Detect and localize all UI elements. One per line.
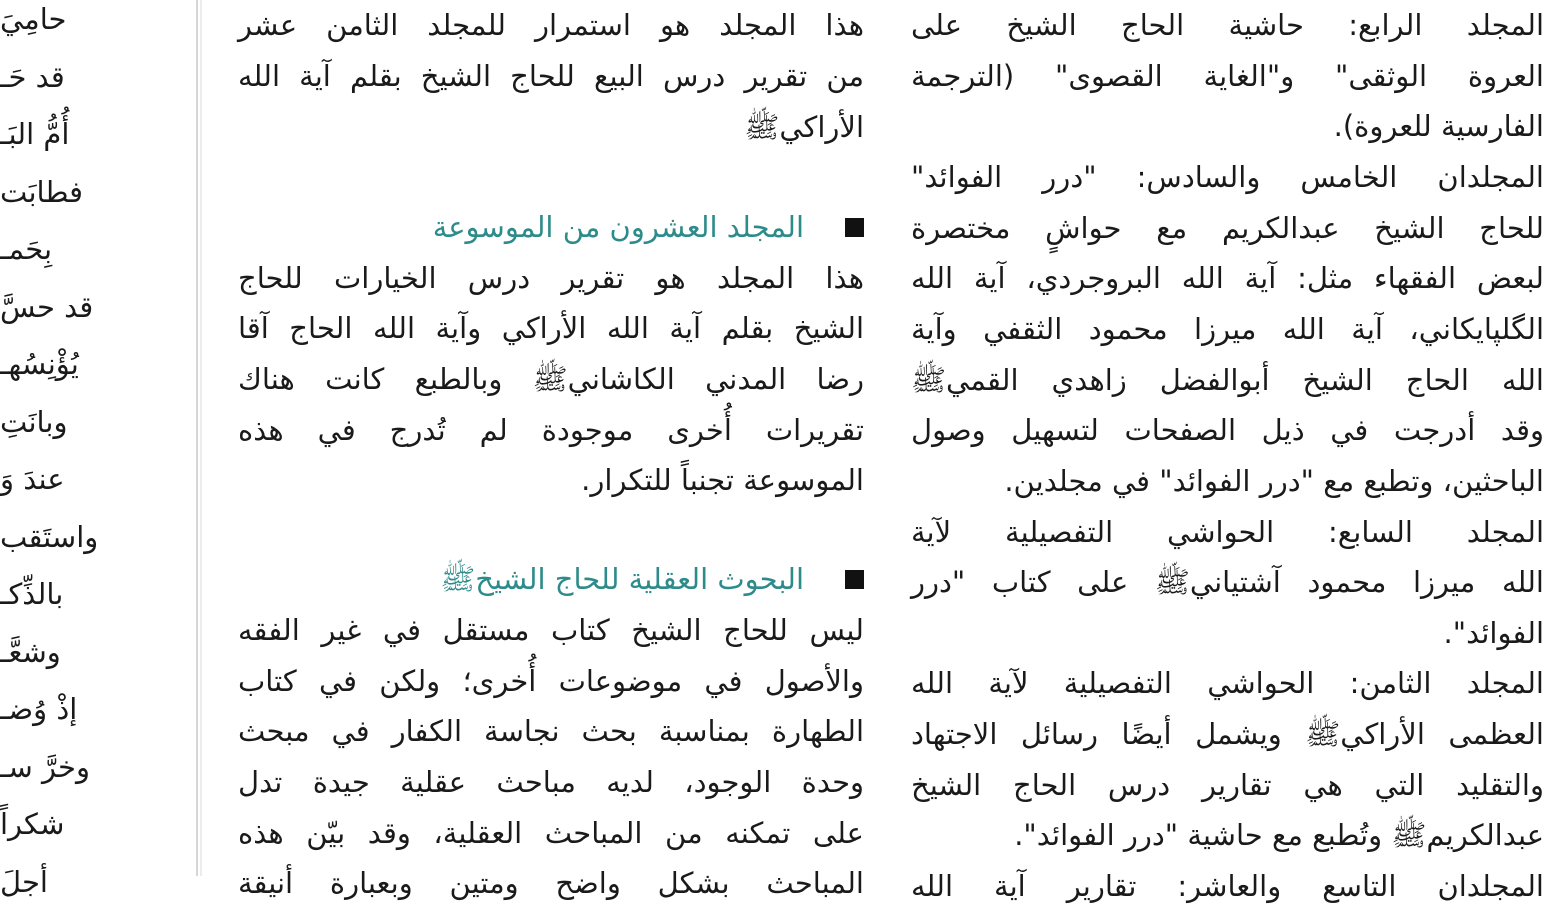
left-column-line: فطابَت (0, 174, 84, 209)
left-column-line: بِحَمـ (0, 232, 53, 266)
paragraph-line: العظمى الأراكيﷺ ويشمل أيضًا رسائل الاجتهاد (911, 717, 1544, 751)
left-column-line: وشعَّـ (0, 634, 61, 669)
paragraph-line: الشيخ بقلم آية الله الأراكي وآية الله الحاج آقا (238, 311, 864, 345)
paragraph-line: عبدالكريمﷺ وتُطبع مع حاشية "درر الفوائد". (1014, 818, 1544, 852)
paragraph-line: وحدة الوجود، لديه مباحث عقلية جيدة تدل (238, 765, 864, 799)
paragraph-line: والتقليد التي هي تقارير درس الحاج الشيخ (911, 768, 1544, 802)
section-heading-text: البحوث العقلية للحاج الشيخﷺ (440, 562, 804, 596)
left-column-line: واستَقب (0, 519, 99, 554)
column-divider (196, 0, 198, 876)
square-bullet-icon (845, 218, 864, 237)
paragraph-line: لبعض الفقهاء مثل: آية الله البروجردي، آية الله (911, 261, 1544, 295)
paragraph-line: للحاج الشيخ عبدالكريم مع حواشٍ مختصرة (911, 211, 1544, 245)
paragraph-line: والأصول في موضوعات أُخرى؛ ولكن في كتاب (238, 664, 864, 698)
paragraph-line: الله الحاج الشيخ أبوالفضل زاهدي القميﷺ (911, 363, 1544, 397)
left-column-line: يُؤْنِسُهـ (0, 347, 79, 381)
intro-line: من تقرير درس البيع للحاج الشيخ بقلم آية الله (238, 59, 864, 93)
paragraph-line: المجلد الثامن: الحواشي التفصيلية لآية الله (911, 666, 1544, 700)
paragraph-line: الموسوعة تجنباً للتكرار. (581, 463, 864, 497)
intro-line: الأراكيﷺ (744, 110, 864, 144)
left-column-line: حامِيَ (0, 2, 67, 36)
paragraph-line: العروة الوثقى" و"الغاية القصوى" (الترجمة (911, 59, 1544, 93)
left-column-line: عندَ وَ (0, 462, 65, 496)
paragraph-line: ليس للحاج الشيخ كتاب مستقل في غير الفقه (238, 613, 864, 647)
left-column-line: أُمُّ البَـ (0, 117, 70, 151)
left-column-line: قد حسَّ (0, 289, 94, 324)
square-bullet-icon (845, 570, 864, 589)
paragraph-line: الفوائد". (1443, 616, 1544, 650)
paragraph-line: وقد أدرجت في ذيل الصفحات لتسهيل وصول (911, 413, 1544, 447)
left-column-line: وخرَّ سـ (0, 749, 90, 784)
left-column-line: شكراً (0, 807, 65, 841)
right-column (911, 0, 1544, 903)
paragraph-line: المجلد السابع: الحواشي التفصيلية لآية (911, 515, 1544, 549)
intro-line: هذا المجلد هو استمرار للمجلد الثامن عشر (238, 8, 864, 42)
middle-column (238, 0, 864, 900)
left-column-line: وبانَتِ (0, 404, 68, 439)
left-column-line: قد حَـ (0, 59, 65, 94)
paragraph-line: الله ميرزا محمود آشتيانيﷺ على كتاب "درر (911, 565, 1544, 599)
paragraph-line: الطهارة بمناسبة بحث نجاسة الكفار في مبحث (238, 714, 864, 748)
left-column-line: بالذِّكـ (0, 577, 64, 611)
paragraph-line: رضا المدني الكاشانيﷺ وبالطبع كانت هناك (238, 362, 864, 396)
section-heading (238, 554, 864, 605)
paragraph-line: المباحث بشكل واضح ومتين وبعبارة أنيقة (238, 866, 864, 900)
left-column (0, 0, 196, 899)
section-heading (238, 202, 864, 253)
paragraph-line: المجلدان الخامس والسادس: "درر الفوائد" (911, 160, 1544, 194)
section-heading-text: المجلد العشرون من الموسوعة (432, 210, 804, 244)
paragraph-line: المجلد الرابع: حاشية الحاج الشيخ على (911, 8, 1544, 42)
left-column-line: إذْ وُضـ (0, 692, 78, 726)
paragraph-line: على تمكنه من المباحث العقلية، وقد بيّن هذه (238, 816, 864, 850)
left-column-line: أجلَ (0, 864, 48, 899)
paragraph-line: هذا المجلد هو تقرير درس الخيارات للحاج (238, 261, 864, 295)
paragraph-line: الباحثين، وتطبع مع "درر الفوائد" في مجلدين. (1004, 464, 1544, 498)
column-divider-shadow (200, 0, 202, 876)
paragraph-line: تقريرات أُخرى موجودة لم تُدرج في هذه (238, 413, 864, 447)
paragraph-line: الگلپايكاني، آية الله ميرزا محمود الثقفي وآية (911, 312, 1544, 346)
paragraph-line: الفارسية للعروة). (1333, 109, 1544, 143)
paragraph-line: المجلدان التاسع والعاشر: تقارير آية الله (911, 869, 1544, 903)
